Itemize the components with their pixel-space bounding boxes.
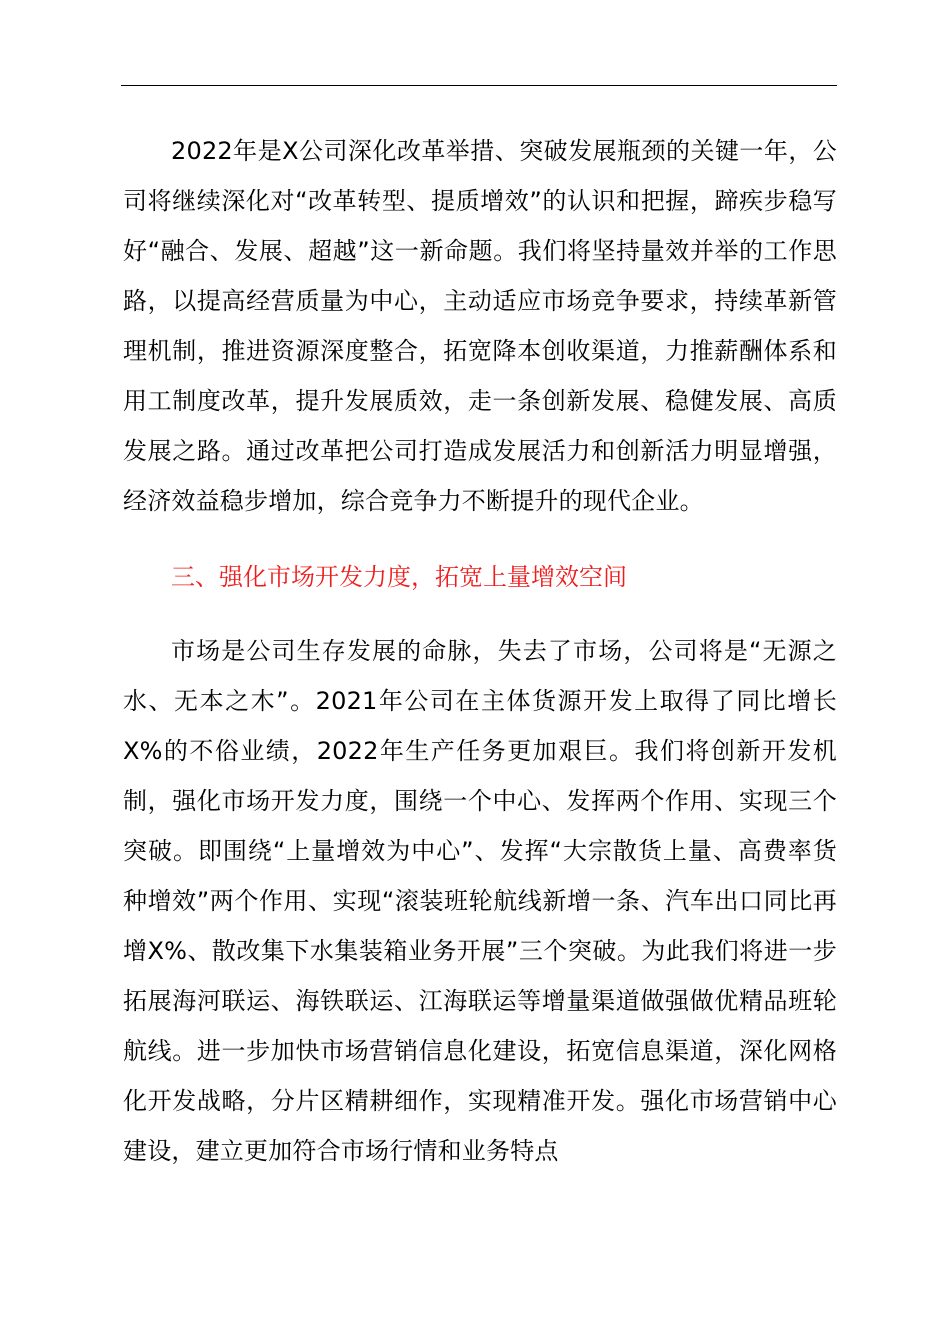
paragraph-1: 2022年是X公司深化改革举措、突破发展瓶颈的关键一年，公司将继续深化对“改革转型、提质增效”的认识和把握，蹄疾步稳写好“融合、发展、超越”这一新命题。我们将坚持量效并举的工作思路，以提高经营质量为中心，主动适应市场竞争要求，持续革新管理机制，推进资源深度整合，拓宽降本创收渠道，力推薪酬体系和用工制度改革，提升发展质效，走一条创新发展、稳健发展、高质发展之路。通过改革把公司打造成发展活力和创新活力明显增强，经济效益稳步增加，综合竞争力不断提升的现代企业。: [123, 137, 837, 515]
document-body: [123, 126, 837, 1176]
paragraph-2: 市场是公司生存发展的命脉，失去了市场，公司将是“无源之水、无本之木”。2021年公司在主体货源开发上取得了同比增长X%的不俗业绩，2022年生产任务更加艰巨。我们将创新开发机制，强化市场开发力度，围绕一个中心、发挥两个作用、实现三个突破。即围绕“上量增效为中心”、发挥“大宗散货上量、高费率货种增效”两个作用、实现“滚装班轮航线新增一条、汽车出口同比再增X%、散改集下水集装箱业务开展”三个突破。为此我们将进一步拓展海河联运、海铁联运、江海联运等增量渠道做强做优精品班轮航线。进一步加快市场营销信息化建设，拓宽信息渠道，深化网格化开发战略，分片区精耕细作，实现精准开发。强化市场营销中心建设，建立更加符合市场行情和业务特点: [123, 637, 837, 1165]
header-rule: [121, 85, 837, 86]
section-heading: 三、强化市场开发力度，拓宽上量增效空间: [171, 563, 627, 591]
